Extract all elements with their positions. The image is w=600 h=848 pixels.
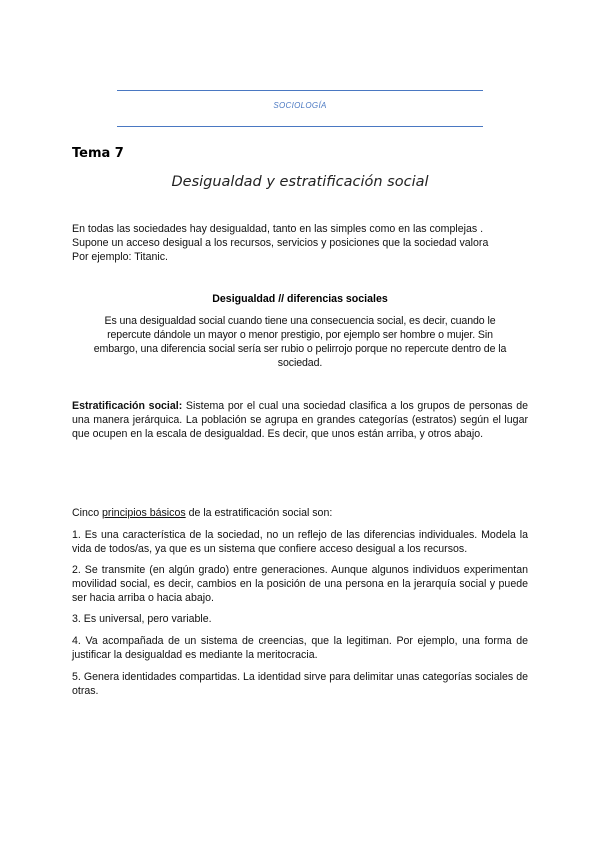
estratificacion-paragraph [72,399,528,441]
principio-item-4: 4. Va acompañada de un sistema de creencias, que la legitiman. Por ejemplo, una forma de justificar la desigualdad es mediante la meritocracia. [72,635,528,661]
principios-intro-after: de la estratificación social son: [185,507,333,519]
principio-item-1: 1. Es una característica de la sociedad, no un reflejo de las diferencias individuales. Modela la vida de todos/as, ya que es un sistema que confiere acceso desigual a los recursos. [72,529,528,555]
desigualdad-line: embargo, una diferencia social sería ser rubio o pelirrojo porque no repercute dentro de la [93,343,507,355]
desigualdad-line: sociedad. [277,357,323,369]
principio-item-2: 2. Se transmite (en algún grado) entre generaciones. Aunque algunos individuos experimentan movilidad social, es decir, cambios en la posición de una persona en la jerarquía social y puede ser hacia arriba o hacia abajo. [72,564,528,604]
header-rule-top [117,90,483,91]
desigualdad-paragraph [72,314,528,370]
principios-underlined: principios básicos [102,507,186,519]
principios-intro [72,506,528,520]
topic-number: Tema 7 [72,146,124,161]
intro-line: Por ejemplo: Titanic. [72,251,168,263]
intro-paragraph [72,222,528,264]
estratificacion-text: Sistema por el cual una sociedad clasifica a los grupos de personas de una manera jerárquica. La población se agrupa en grandes categorías (estratos) según el lugar que ocupen en la escala de desigualdad. Es decir, que unos están arriba, y otros abajo. [72,400,528,440]
principio-item-3: 3. Es universal, pero variable. [72,613,212,625]
estratificacion-term: Estratificación social: [72,400,183,412]
principios-intro-before: Cinco [72,507,103,519]
desigualdad-line: Es una desigualdad social cuando tiene una consecuencia social, es decir, cuando le [104,315,496,327]
header-label: SOCIOLOGÍA [273,101,327,110]
intro-line: Supone un acceso desigual a los recursos, servicios y posiciones que la sociedad valora [72,237,489,249]
intro-line: En todas las sociedades hay desigualdad, tanto en las simples como en las complejas . [72,223,484,235]
principio-item-5: 5. Genera identidades compartidas. La identidad sirve para delimitar unas categorías sociales de otras. [72,671,528,697]
page-title: Desigualdad y estratificación social [171,174,429,190]
desigualdad-line: repercute dándole un mayor o menor prestigio, por ejemplo ser hombre o mujer. Sin [107,329,493,341]
section-heading-desigualdad: Desigualdad // diferencias sociales [212,293,388,305]
header-rule-bottom [117,126,483,127]
